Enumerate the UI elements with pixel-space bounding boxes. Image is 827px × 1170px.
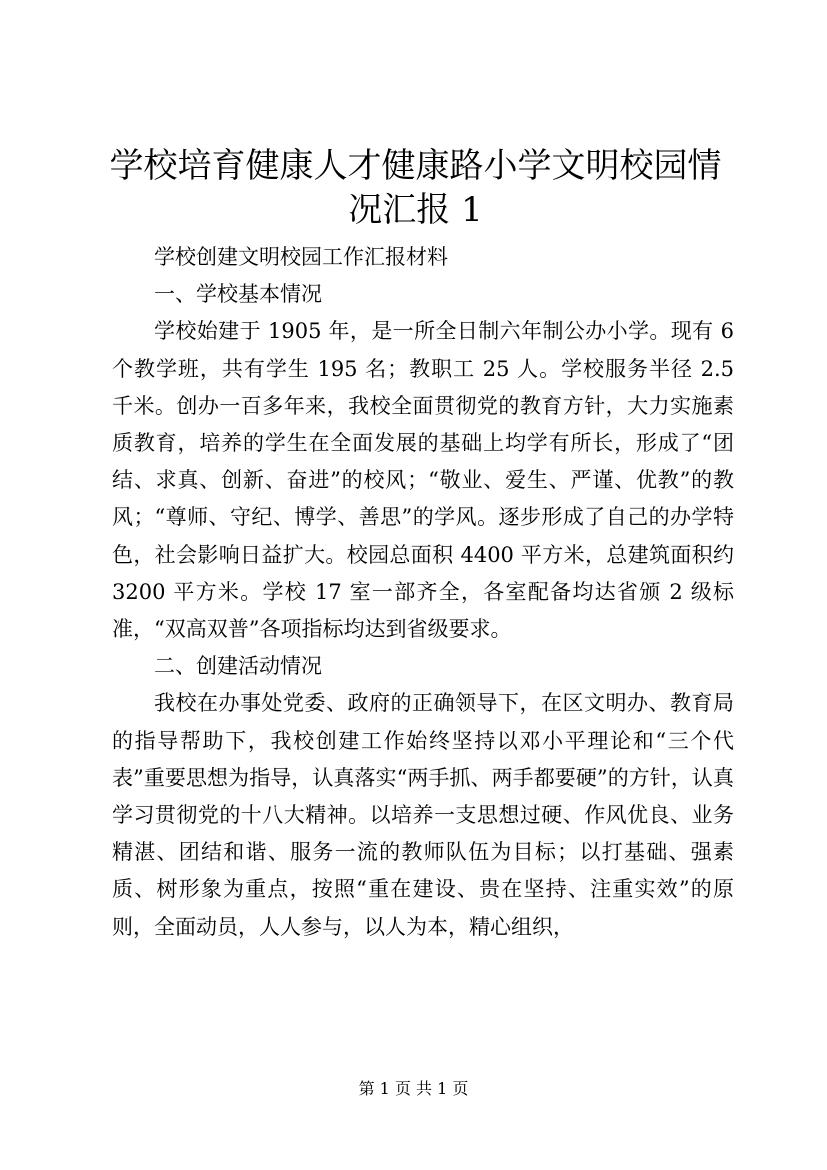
section-heading-1: 一、学校基本情况	[154, 282, 322, 307]
document-title: 学校培育健康人才健康路小学文明校园情况汇报 1	[109, 146, 722, 230]
document-body	[112, 239, 734, 946]
page-footer: 第 1 页 共 1 页	[358, 1079, 469, 1098]
paragraph-basic-info: 学校始建于 1905 年，是一所全日制六年制公办小学。现有 6 个教学班，共有学生 195 名；教职工 25 人。学校服务半径 2.5 千米。创办一百多年来，我校全面贯彻党的教育方针，大力实施素质教育，培养的学生在全面发展的基础上均学有所长，形成了“团结、求真、创新、奋进”的校风；“敬业、爱生、严谨、优教”的教风；“尊师、守纪、博学、善思”的学风。逐步形成了自己的办学特色，社会影响日益扩大。校园总面积 4400 平方米，总建筑面积约 3200 平方米。学校 17 室一部齐全，各室配备均达省颁 2 级标准，“双高双普”各项指标均达到省级要求。	[112, 319, 734, 642]
paragraph-heading: 学校创建文明校园工作汇报材料	[154, 245, 448, 269]
section-heading-2: 二、创建活动情况	[154, 654, 322, 679]
paragraph-activities: 我校在办事处党委、政府的正确领导下，在区文明办、教育局的指导帮助下，我校创建工作始终坚持以邓小平理论和“三个代表”重要思想为指导，认真落实“两手抓、两手都要硬”的方针，认真学习贯彻党的十八大精神。以培养一支思想过硬、作风优良、业务精湛、团结和谐、服务一流的教师队伍为目标；以打基础、强素质、树形象为重点，按照“重在建设、贵在坚持、注重实效”的原则，全面动员，人人参与，以人为本，精心组织，	[112, 691, 734, 939]
